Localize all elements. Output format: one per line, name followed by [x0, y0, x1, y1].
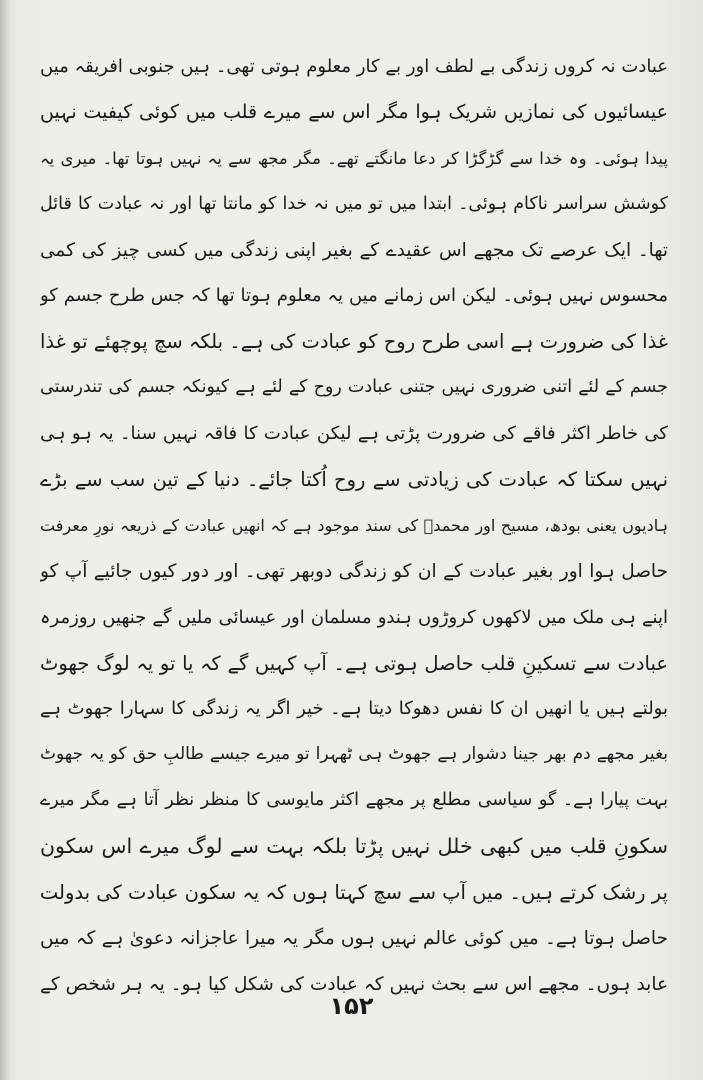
- text-line: عابد ہوں۔ مجھے اس سے بحث نہیں کہ عبادت کی شکل کیا ہو۔ یہ ہر شخص کے: [40, 973, 668, 995]
- body-text: [40, 44, 668, 1008]
- page-binding-shadow: [0, 0, 10, 1080]
- text-line: نہیں سکتا کہ عبادت کی زیادتی سے روح اُکتا جائے۔ دنیا کے تین سب سے بڑے: [40, 468, 668, 492]
- page-number: ۱۵۲: [329, 992, 374, 1020]
- text-line: بولتے ہیں یا انھیں ان کا نفس دھوکا دیتا ہے۔ خیر اگر یہ زندگی کا سہارا جھوٹ ہے: [40, 698, 668, 720]
- text-line: جسم کے لئے اتنی ضروری نہیں جتنی عبادت روح کے لئے ہے کیونکہ جسم کی تندرستی: [40, 377, 668, 398]
- text-line: اپنے ہی ملک میں لاکھوں کروڑوں ہندو مسلمان اور عیسائی ملیں گے جنھیں روزمرہ: [40, 606, 668, 628]
- text-line: ہادیوں یعنی بودھ، مسیح اور محمدؐ کی سند موجود ہے کہ انھیں عبادت کے ذریعہ نورِ معرفت: [40, 515, 668, 535]
- text-line: عبادت نہ کروں زندگی بے لطف اور بے کار معلوم ہوتی تھی۔ ہیں جنوبی افریقہ میں: [40, 56, 668, 77]
- text-line: بغیر مجھے دم بھر جینا دشوار ہے جھوٹ ہی ٹھہرا تو میرے جیسے طالبِ حق کو یہ جھوٹ: [40, 744, 668, 765]
- text-line: غذا کی ضرورت ہے اسی طرح روح کو عبادت کی ہے۔ بلکہ سچ پوچھئے تو غذا: [40, 330, 668, 354]
- text-line: محسوس نہیں ہوئی۔ لیکن اس زمانے میں یہ معلوم ہوتا تھا کہ جس طرح جسم کو: [40, 285, 668, 307]
- text-line: کی خاطر اکثر فاقے کی ضرورت پڑتی ہے لیکن عبادت کا فاقہ نہیں سنا۔ یہ ہو ہی: [40, 423, 668, 445]
- text-line: حاصل ہوتا ہے۔ میں کوئی عالم نہیں ہوں مگر یہ میرا عاجزانہ دعویٰ ہے کہ میں: [40, 927, 668, 949]
- text-line: پر رشک کرتے ہیں۔ میں آپ سے سچ کہتا ہوں کہ یہ سکون عبادت کی بدولت: [40, 881, 668, 905]
- text-line: سکونِ قلب میں کبھی خلل نہیں پڑتا بلکہ بہت سے لوگ میرے اس سکون: [40, 834, 668, 859]
- text-line: عیسائیوں کی نمازیں شریک ہوا مگر اس سے میرے قلب میں کوئی کیفیت نہیں: [40, 100, 668, 123]
- text-line: کوشش سراسر ناکام ہوئی۔ ابتدا میں تو میں نہ خدا کو مانتا تھا اور نہ عبادت کا قائل: [40, 193, 668, 214]
- text-line: عبادت سے تسکینِ قلب حاصل ہوتی ہے۔ آپ کہیں گے کہ یا تو یہ لوگ جھوٹ: [40, 651, 668, 675]
- text-line: حاصل ہوا اور بغیر عبادت کے ان کو زندگی دوبھر تھی۔ اور دور کیوں جائیے آپ کو: [40, 560, 668, 582]
- text-line: بہت پیارا ہے۔ گو سیاسی مطلع پر مجھے اکثر مایوسی کا منظر نظر آتا ہے مگر میرے: [40, 790, 668, 811]
- text-line: پیدا ہوئی۔ وہ خدا سے گڑگڑا کر دعا مانگتے تھے۔ مگر مجھ سے یہ نہیں ہوتا تھا۔ میری یہ: [40, 148, 668, 168]
- text-line: تھا۔ ایک عرصے تک مجھے اس عقیدے کے بغیر اپنی زندگی میں کسی چیز کی کمی: [40, 239, 668, 261]
